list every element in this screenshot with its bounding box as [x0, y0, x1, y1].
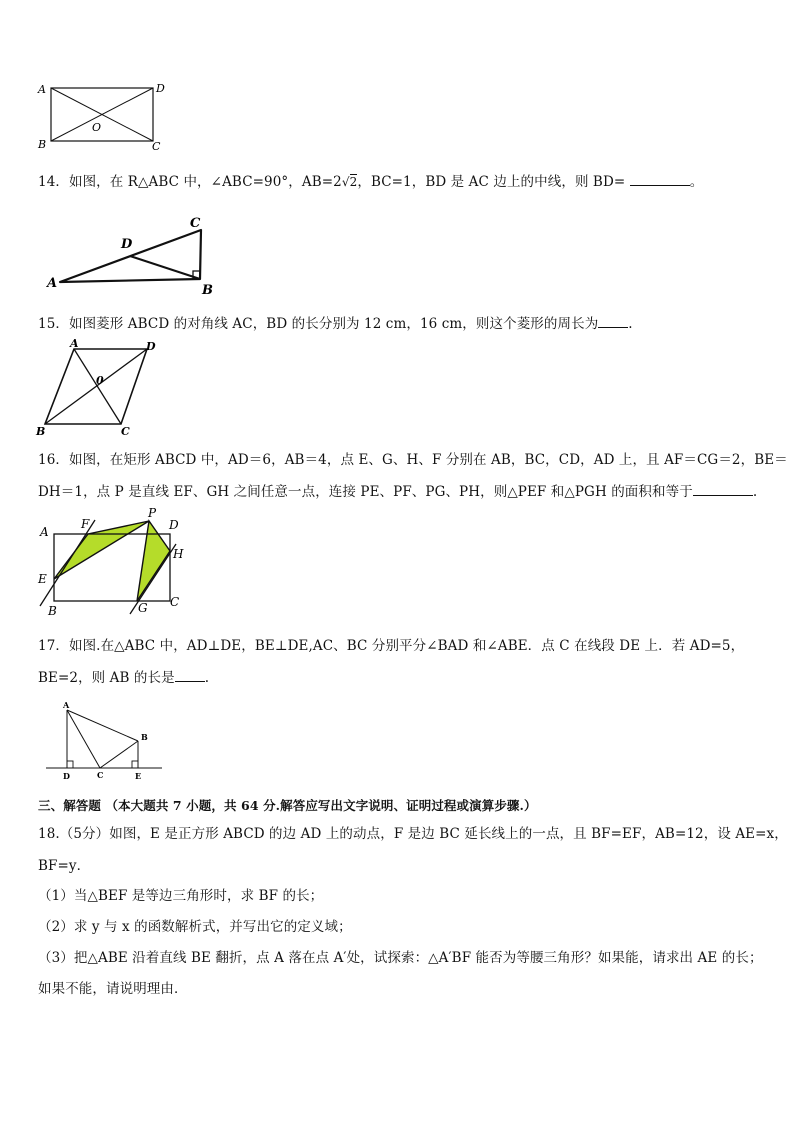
label-D: D	[63, 771, 70, 781]
label-B: B	[141, 732, 148, 742]
q16-end: .	[752, 484, 758, 500]
rectangle-shaded-triangles-figure	[34, 506, 194, 618]
trapezoid-bisectors-figure	[40, 698, 170, 782]
q14-text-a: 14．如图，在 R△ABC 中，∠ABC=90°，AB=2	[38, 174, 342, 190]
rectangle-diagonals-figure	[36, 78, 171, 153]
label-B: B	[48, 604, 57, 618]
label-B: B	[202, 283, 213, 298]
q17-text-2: BE=2，则 AB 的长是	[38, 670, 175, 686]
q14-text-b: ，BC=1，BD 是 AC 边上的中线，则 BD=	[357, 174, 626, 190]
question-18-part-3	[38, 946, 763, 966]
label-A: A	[38, 83, 46, 96]
sqrt-symbol: √2	[341, 175, 358, 189]
label-B: B	[36, 425, 46, 438]
label-A: A	[47, 276, 58, 291]
label-A: A	[70, 338, 79, 350]
answer-blank-14	[630, 173, 690, 186]
section-heading	[38, 796, 537, 814]
label-G: G	[138, 601, 148, 615]
label-O: O	[92, 121, 102, 134]
question-15	[38, 312, 633, 332]
q17-end: .	[204, 670, 210, 686]
q18-text-2: BF=y．	[38, 858, 91, 874]
q15-end: .	[628, 316, 633, 332]
label-A: A	[63, 700, 70, 710]
label-E: E	[38, 572, 47, 586]
label-F: F	[81, 517, 90, 531]
question-18-line-2	[38, 854, 90, 874]
q16-text-1: 16．如图，在矩形 ABCD 中，AD＝6，AB＝4，点 E、G、H、F 分别在 AB，BC，CD，AD 上，且 AF＝CG＝2，BE＝	[38, 452, 788, 468]
q15-text: 15．如图菱形 ABCD 的对角线 AC，BD 的长分别为 12 cm，16 cm，则这个菱形的周长为	[38, 316, 599, 332]
label-O: 0	[96, 374, 104, 387]
label-P: P	[148, 506, 157, 520]
q18-sub-1: （1）当△BEF 是等边三角形时，求 BF 的长；	[38, 888, 324, 904]
question-17-line-2	[38, 666, 209, 686]
label-D: D	[169, 518, 179, 532]
label-A: A	[40, 525, 49, 539]
q17-text-1: 17．如图.在△ABC 中，AD⊥DE，BE⊥DE,AC、BC 分别平分∠BAD 和∠ABE．点 C 在线段 DE 上．若 AD=5，	[38, 638, 745, 654]
q18-sub-2: （2）求 y 与 x 的函数解析式，并写出它的定义域；	[38, 919, 352, 935]
answer-blank-15	[598, 315, 628, 328]
label-H: H	[173, 547, 184, 561]
q16-text-2: DH＝1，点 P 是直线 EF、GH 之间任意一点，连接 PE、PF、PG、PH，则△PEF 和△PGH 的面积和等于	[38, 484, 693, 500]
label-C: C	[152, 140, 161, 153]
question-16-line-1	[38, 448, 788, 468]
label-D: D	[121, 237, 133, 252]
answer-blank-17	[175, 669, 205, 682]
label-C: C	[121, 425, 130, 438]
rhombus-figure	[32, 338, 162, 438]
question-18-part-3-cont	[38, 977, 188, 997]
section-note: （本大题共 7 小题，共 64 分.解答应写出文字说明、证明过程或演算步骤.）	[105, 798, 537, 813]
section-title: 三、解答题	[38, 798, 102, 813]
answer-blank-16	[693, 483, 753, 496]
label-C: C	[170, 595, 180, 609]
question-18-line-1	[38, 822, 788, 842]
label-D: D	[156, 82, 165, 95]
label-E: E	[135, 771, 142, 781]
question-18-part-1	[38, 884, 323, 904]
question-16-line-2	[38, 480, 757, 500]
q18-sub-3: （3）把△ABE 沿着直线 BE 翻折，点 A 落在点 A′处，试探索：△A′BF 能否为等腰三角形？如果能，请求出 AE 的长；	[38, 950, 763, 966]
q18-text-1: 18.（5分）如图，E 是正方形 ABCD 的边 AD 上的动点，F 是边 BC 延长线上的一点，且 BF=EF，AB=12，设 AE=x，	[38, 826, 788, 842]
right-triangle-figure	[40, 210, 220, 300]
label-C: C	[190, 216, 201, 231]
question-17-line-1	[38, 634, 744, 654]
label-B: B	[38, 138, 47, 151]
question-14	[38, 170, 703, 190]
q14-end: 。	[689, 174, 704, 190]
q18-sub-3b: 如果不能，请说明理由．	[38, 981, 188, 997]
label-C: C	[97, 770, 104, 780]
label-D: D	[146, 340, 156, 353]
question-18-part-2	[38, 915, 352, 935]
